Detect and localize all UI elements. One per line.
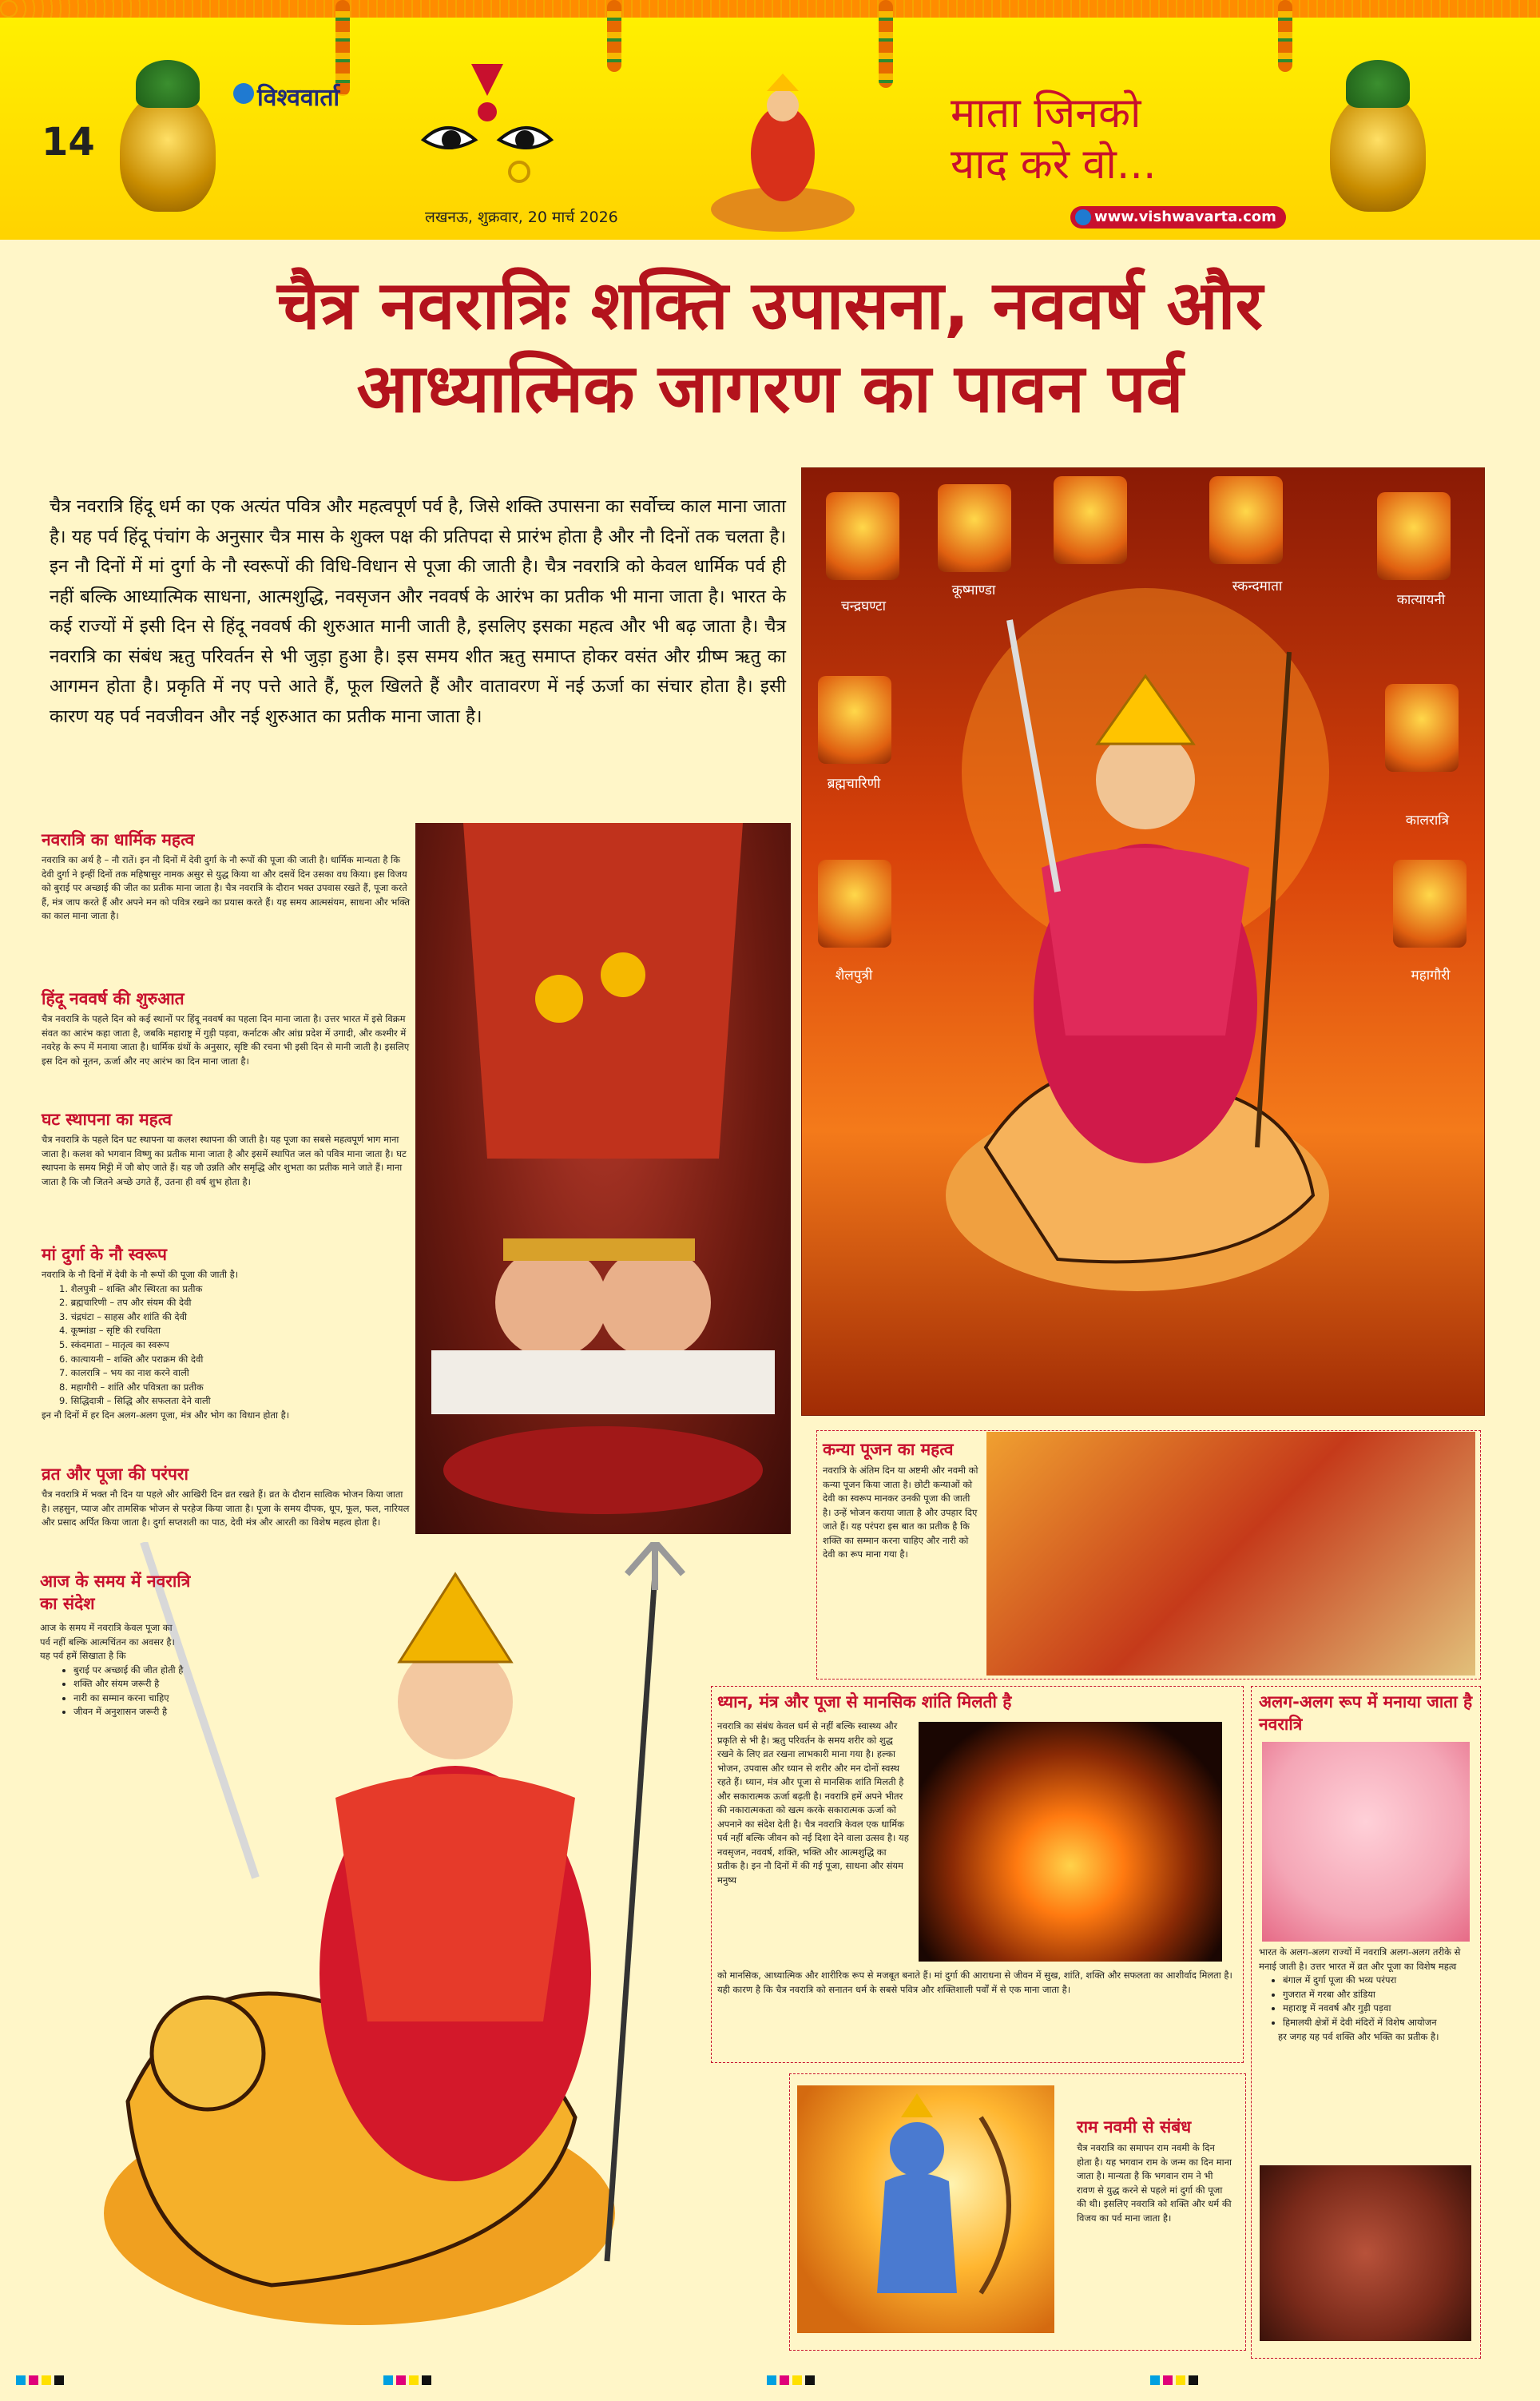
headline-line-2: आध्यात्मिक जागरण का पावन पर्व [356, 349, 1184, 427]
page-headline [0, 264, 1540, 430]
poster-label: कात्यायनी [1396, 592, 1446, 608]
section-text: चैत्र नवरात्रि का समापन राम नवमी के दिन होता है। यह भगवान राम के जन्म का दिन माना जाता है। मान्यता है कि भगवान राम ने भी रावण से युद्ध करने से पहले मां दुर्गा की पूजा की थी। इसलिए नवरात्रि को शक्ति और धर्म की विजय का पर्व माना जाता है। [1077, 2142, 1232, 2224]
section-heading: राम नवमी से संबंध [1077, 2117, 1192, 2137]
lord-ram-illustration [797, 2085, 1054, 2333]
list-item: 5. स्कंदमाता – मातृत्व का स्वरूप [59, 1338, 169, 1350]
section-text: चैत्र नवरात्रि में भक्त नौ दिन या पहले और आखिरी दिन व्रत रखते हैं। व्रत के दौरान सात्विक भोजन किया जाता है। लहसुन, प्याज और तामसिक भोजन से परहेज किया जाता है। पूजा के समय दीपक, धूप, फूल, फल, नारियल और प्रसाद अर्पित किया जाता है। दुर्गा सप्तशती का पाठ, देवी मंत्र और आरती का विशेष महत्व होता है। [42, 1489, 410, 1528]
poster-label: कालरात्रि [1405, 813, 1450, 829]
list-item: 3. चंद्रघंटा – साहस और शांति की देवी [59, 1310, 188, 1322]
goddess-thumbnail [826, 492, 899, 580]
goddess-thumbnail [938, 484, 1011, 572]
poster-label: कूष्माण्डा [951, 582, 996, 598]
list-item: • बंगाल में दुर्गा पूजा की भव्य परंपरा [1283, 1974, 1473, 1988]
bullet-list [1259, 1974, 1473, 2029]
section-text: चैत्र नवरात्रि के पहले दिन को कई स्थानों पर हिंदू नववर्ष का पहला दिन माना जाता है। उत्तर भारत में इसे विक्रम संवत का आरंभ कहा जाता है, जबकि महाराष्ट्र में गुड़ी पड़वा, कर्नाटक और आंध्र प्रदेश में उगादी, और कश्मीर में नवरेह के रूप में मनाया जाता है। धार्मिक ग्रंथों के अनुसार, सृष्टि की रचना भी इसी दिन से मानी जाती है। इसलिए इस दिन को नूतन, ऊर्जा और नए आरंभ का दिन माना जाता है। [42, 1013, 410, 1067]
poster-label: स्कन्दमाता [1232, 578, 1283, 594]
goddess-thumbnail [1385, 684, 1459, 772]
goddess-feet-photo [415, 823, 791, 1534]
section-heading: व्रत और पूजा की परंपरा [42, 1465, 189, 1484]
section-text: चैत्र नवरात्रि के पहले दिन घट स्थापना या कलश स्थापना की जाती है। यह पूजा का सबसे महत्वपूर्ण भाग माना जाता है। कलश को भगवान विष्णु का प्रतीक माना जाता है और इसमें स्थापित जल को पवित्र माना जाता है। घट स्थापना के समय मिट्टी में जौ बोए जाते हैं। यह जौ उन्नति और समृद्धि और शुभता का प्रतीक माने जाते हैं। माना जाता है कि जौ जितने अच्छे उगते हैं, उतना ही वर्ष शुभ होता है। [42, 1134, 407, 1187]
list-intro: भारत के अलग-अलग राज्यों में नवरात्रि अलग-अलग तरीके से मनाई जाती है। उत्तर भारत में व्रत और पूजा का विशेष महत्व [1259, 1946, 1461, 1972]
garland-decoration [879, 0, 893, 88]
havan-fire-photo [919, 1722, 1222, 1962]
navdurga-poster-image [801, 467, 1485, 1416]
logo-icon [233, 83, 254, 104]
list-item: 9. सिद्धिदात्री – सिद्धि और सफलता देने वाली [59, 1395, 211, 1407]
list-outro: इन नौ दिनों में हर दिन अलग-अलग पूजा, मंत्र और भोग का विधान होता है। [42, 1409, 290, 1421]
section-heading: आज के समय में नवरात्रि का संदेश [40, 1572, 191, 1613]
section-text: नवरात्रि का अर्थ है – नौ रातें। इन नौ दिनों में देवी दुर्गा के नौ रूपों की पूजा की जाती है। धार्मिक मान्यता है कि देवी दुर्गा ने इन्हीं दिनों तक महिषासुर नामक असुर से युद्ध किया था और दसवें दिन उसका वध किया। इस विजय को बुराई पर अच्छाई की जीत का प्रतीक माना जाता है। चैत्र नवरात्रि के दौरान भक्त उपवास रखते हैं, पूजा करते हैं, मंत्र जाप करते हैं और अपने मन को पवित्र रखने का प्रयास करते हैं। यह समय आत्मसंयम, साधना और भक्ति का काल माना जाता है। [42, 854, 411, 921]
section-heading: नवरात्रि का धार्मिक महत्व [42, 830, 195, 849]
dateline: लखनऊ, शुक्रवार, 20 मार्च 2026 [425, 209, 618, 226]
marigold-garland-top [0, 0, 1540, 18]
headline-line-1: चैत्र नवरात्रिः शक्ति उपासना, नववर्ष और [277, 266, 1263, 344]
durga-small-image [1262, 1742, 1470, 1942]
website-link[interactable]: www.vishwavarta.com [1094, 209, 1276, 225]
message-callout [40, 1570, 192, 1850]
header-tagline: माता जिनको याद करे वो... [951, 89, 1157, 189]
list-item: • शक्ति और संयम जरूरी है [73, 1677, 192, 1691]
goddess-thumbnail [1377, 492, 1451, 580]
section-heading: हिंदू नववर्ष की शुरुआत [42, 989, 185, 1008]
poster-label: महागौरी [1411, 968, 1451, 984]
list-item: • जीवन में अनुशासन जरूरी है [73, 1705, 192, 1719]
mehndi-hands-photo [1260, 2165, 1471, 2341]
poster-label: शैलपुत्री [835, 968, 873, 984]
list-item: 2. ब्रह्मचारिणी – तप और संयम की देवी [59, 1297, 192, 1309]
kalash-icon-right [1330, 92, 1426, 212]
page-number: 14 [42, 120, 95, 165]
list-intro: नवरात्रि के नौ दिनों में देवी के नौ रूपों की पूजा की जाती है। [42, 1269, 239, 1280]
lead-paragraph: चैत्र नवरात्रि हिंदू धर्म का एक अत्यंत पवित्र और महत्वपूर्ण पर्व है, जिसे शक्ति उपासना का सर्वोच्च काल माना जाता है। यह पर्व हिंदू पंचांग के अनुसार चैत्र मास के शुक्ल पक्ष की प्रतिपदा से प्रारंभ होता है और नौ दिनों तक चलता है। इन नौ दिनों में मां दुर्गा के नौ स्वरूपों की विधि-विधान से पूजा की जाती है। चैत्र नवरात्रि को केवल धार्मिक पर्व ही नहीं बल्कि आध्यात्मिक साधना, आत्मशुद्धि, नवसृजन और नववर्ष के आरंभ का प्रतीक भी माना जाता है। भारत के कई राज्यों में इसी दिन से हिंदू नववर्ष की शुरुआत मानी जाती है, इसलिए इसका महत्व और भी बढ़ जाता है। चैत्र नवरात्रि का संबंध ऋतु परिवर्तन से भी जुड़ा हुआ है। इस समय शीत ऋतु समाप्त होकर वसंत और ग्रीष्म ऋतु का आगमन होता है। प्रकृति में नए पत्ते आते हैं, फूल खिलते हैं और वातावरण में नई ऊर्जा का संचार होता है। इसी कारण यह पर्व नवजीवन और नई शुरुआत का प्रतीक माना जाता है। [50, 496, 786, 727]
goddess-thumbnail [1393, 860, 1467, 948]
list-item: 4. कूष्मांडा – सृष्टि की रचयिता [59, 1325, 161, 1337]
list-item: • नारी का सम्मान करना चाहिए [73, 1691, 192, 1706]
kanya-pujan-photo [986, 1432, 1475, 1676]
list-item: 7. कालरात्रि – भय का नाश करने वाली [59, 1367, 189, 1379]
garland-decoration [607, 0, 621, 72]
publication-logo: विश्ववार्ता [257, 84, 340, 112]
goddess-thumbnail [818, 860, 891, 948]
section-text: को मानसिक, आध्यात्मिक और शारीरिक रूप से मजबूत बनाते हैं। मां दुर्गा की आराधना से जीवन में सुख, शांति, शक्ति और सफलता का आशीर्वाद मिलता है। यही कारण है कि चैत्र नवरात्रि को सनातन धर्म के सबसे पवित्र और शक्तिशाली पर्वों में से एक माना जाता है। [717, 1970, 1232, 1995]
list-item: 1. शैलपुत्री – शक्ति और स्थिरता का प्रतीक [59, 1282, 203, 1294]
registration-marks [0, 2363, 1540, 2395]
poster-label: चन्द्रघण्टा [841, 598, 886, 614]
garland-decoration [1278, 0, 1292, 72]
list-item: • महाराष्ट्र में नववर्ष और गुड़ी पड़वा [1283, 2001, 1473, 2016]
goddess-thumbnail [818, 676, 891, 764]
section-heading: ध्यान, मंत्र और पूजा से मानसिक शांति मिलती है [717, 1692, 1012, 1711]
feet-illustration [415, 823, 791, 1534]
list-outro: हर जगह यह पर्व शक्ति और भक्ति का प्रतीक है। [1278, 2030, 1439, 2042]
section-heading: अलग-अलग रूप में मनाया जाता है नवरात्रि [1259, 1692, 1473, 1734]
list-item: 6. कात्यायनी – शक्ति और पराक्रम की देवी [59, 1353, 204, 1365]
poster-label: ब्रह्मचारिणी [827, 776, 881, 792]
nine-forms-list [42, 1268, 411, 1423]
list-item: • गुजरात में गरबा और डांडिया [1283, 1988, 1473, 2002]
print-registration-strip [0, 2363, 1540, 2395]
section-text: नवरात्रि के अंतिम दिन या अष्टमी और नवमी को कन्या पूजन किया जाता है। छोटी कन्याओं को देवी का स्वरूप मानकर उनकी पूजा की जाती है। उन्हें भोजन कराया जाता है और उपहार दिए जाते हैं। यह परंपरा इस बात का प्रतीक है कि शक्ति का सम्मान करना चाहिए और नारी को देवी का रूप माना गया है। [823, 1465, 978, 1560]
masthead-banner [0, 0, 1540, 240]
list-item: • हिमालयी क्षेत्रों में देवी मंदिरों में विशेष आयोजन [1283, 2016, 1473, 2030]
durga-big-illustration [96, 1542, 751, 2341]
section-heading: मां दुर्गा के नौ स्वरूप [42, 1245, 167, 1264]
devi-eyes-illustration [415, 64, 559, 184]
list-item: • बुराई पर अच्छाई की जीत होती है [73, 1664, 192, 1678]
goddess-thumbnail [1054, 476, 1127, 564]
kalash-icon-left [120, 92, 216, 212]
ram-figure [797, 2085, 1054, 2333]
goddess-on-tiger-illustration [703, 74, 863, 233]
bullet-list [40, 1664, 192, 1719]
durga-on-tiger-illustration [938, 588, 1353, 1387]
section-heading: कन्या पूजन का महत्व [823, 1440, 954, 1459]
section-heading: घट स्थापना का महत्व [42, 1110, 173, 1129]
goddess-thumbnail [1209, 476, 1283, 564]
section-text: नवरात्रि का संबंध केवल धर्म से नहीं बल्कि स्वास्थ्य और प्रकृति से भी है। ऋतु परिवर्तन के समय शरीर को शुद्ध रखने के लिए व्रत रखना लाभकारी माना गया है। हल्का भोजन, उपवास और ध्यान से शरीर और मन दोनों स्वस्थ रहते हैं। ध्यान, मंत्र और पूजा से मानसिक शांति मिलती है और सकारात्मक ऊर्जा बढ़ती है। नवरात्रि हमें अपने भीतर की नकारात्मकता को खत्म करके सकारात्मक ऊर्जा को अपनाने का संदेश देती है। चैत्र नवरात्रि केवल एक धार्मिक पर्व नहीं बल्कि जीवन को नई दिशा देने वाला उत्सव है। यह नवसृजन, नववर्ष, शक्ति, भक्ति और आत्मशुद्धि का प्रतीक है। इन नौ दिनों में की गई पूजा, साधना और संयम मनुष्य [717, 1720, 909, 1886]
section-text: आज के समय में नवरात्रि केवल पूजा का पर्व नहीं बल्कि आत्मचिंतन का अवसर है। यह पर्व हमें सिखाता है कि [40, 1622, 175, 1661]
globe-icon [1075, 209, 1091, 225]
regional-list [1259, 1946, 1473, 2044]
list-item: 8. महागौरी – शांति और पवित्रता का प्रतीक [59, 1381, 204, 1393]
